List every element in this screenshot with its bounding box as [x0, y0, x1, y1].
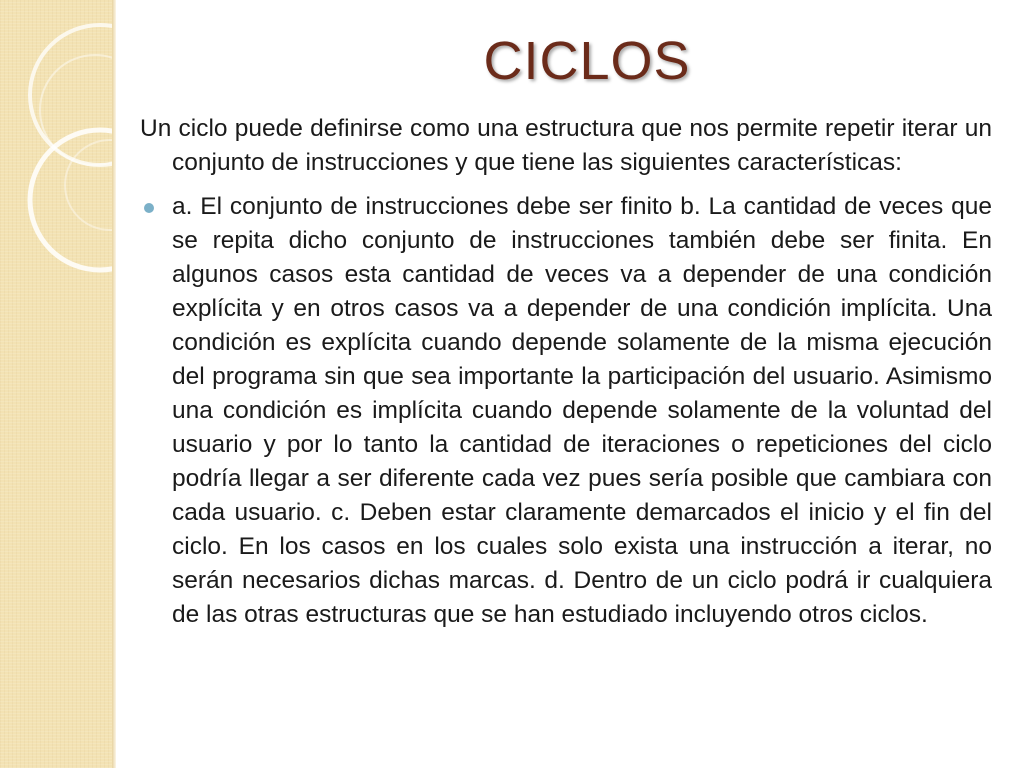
bullet-text: a. El conjunto de instrucciones debe ser finito b. La cantidad de veces que se repita dicho conjunto de instrucciones también debe ser finita. En algunos casos esta cantidad de veces va a depender de una condición explícita y en otros casos va a depender de una condición implícita. Una condición es explícita cuando depende solamente de la misma ejecución del programa sin que sea importante la participación del usuario. Asimismo una condición es implícita cuando depende solamente de la voluntad del usuario y por lo tanto la cantidad de iteraciones o repeticiones del ciclo podría llegar a ser diferente cada vez pues sería posible que cambiara con cada usuario. c. Deben estar claramente demarcados el inicio y el fin del ciclo. En los casos en los cuales solo exista una instrucción a iterar, no serán necesarios dichas marcas. d. Dentro de un ciclo podrá ir cualquiera de las otras estructuras que se han estudiado incluyendo otros ciclos.	[172, 193, 992, 628]
bullet-icon	[144, 203, 154, 213]
slide-title: CICLOS	[483, 31, 691, 91]
intro-paragraph: Un ciclo puede definirse como una estructura que nos permite repetir iterar un conjunto de instrucciones y que tiene las siguientes características:	[140, 115, 992, 176]
decorative-side-panel	[0, 0, 112, 768]
slide-body	[140, 112, 992, 632]
panel-divider	[112, 0, 116, 768]
list-item	[140, 190, 992, 632]
decorative-circles-graphic	[0, 0, 112, 768]
